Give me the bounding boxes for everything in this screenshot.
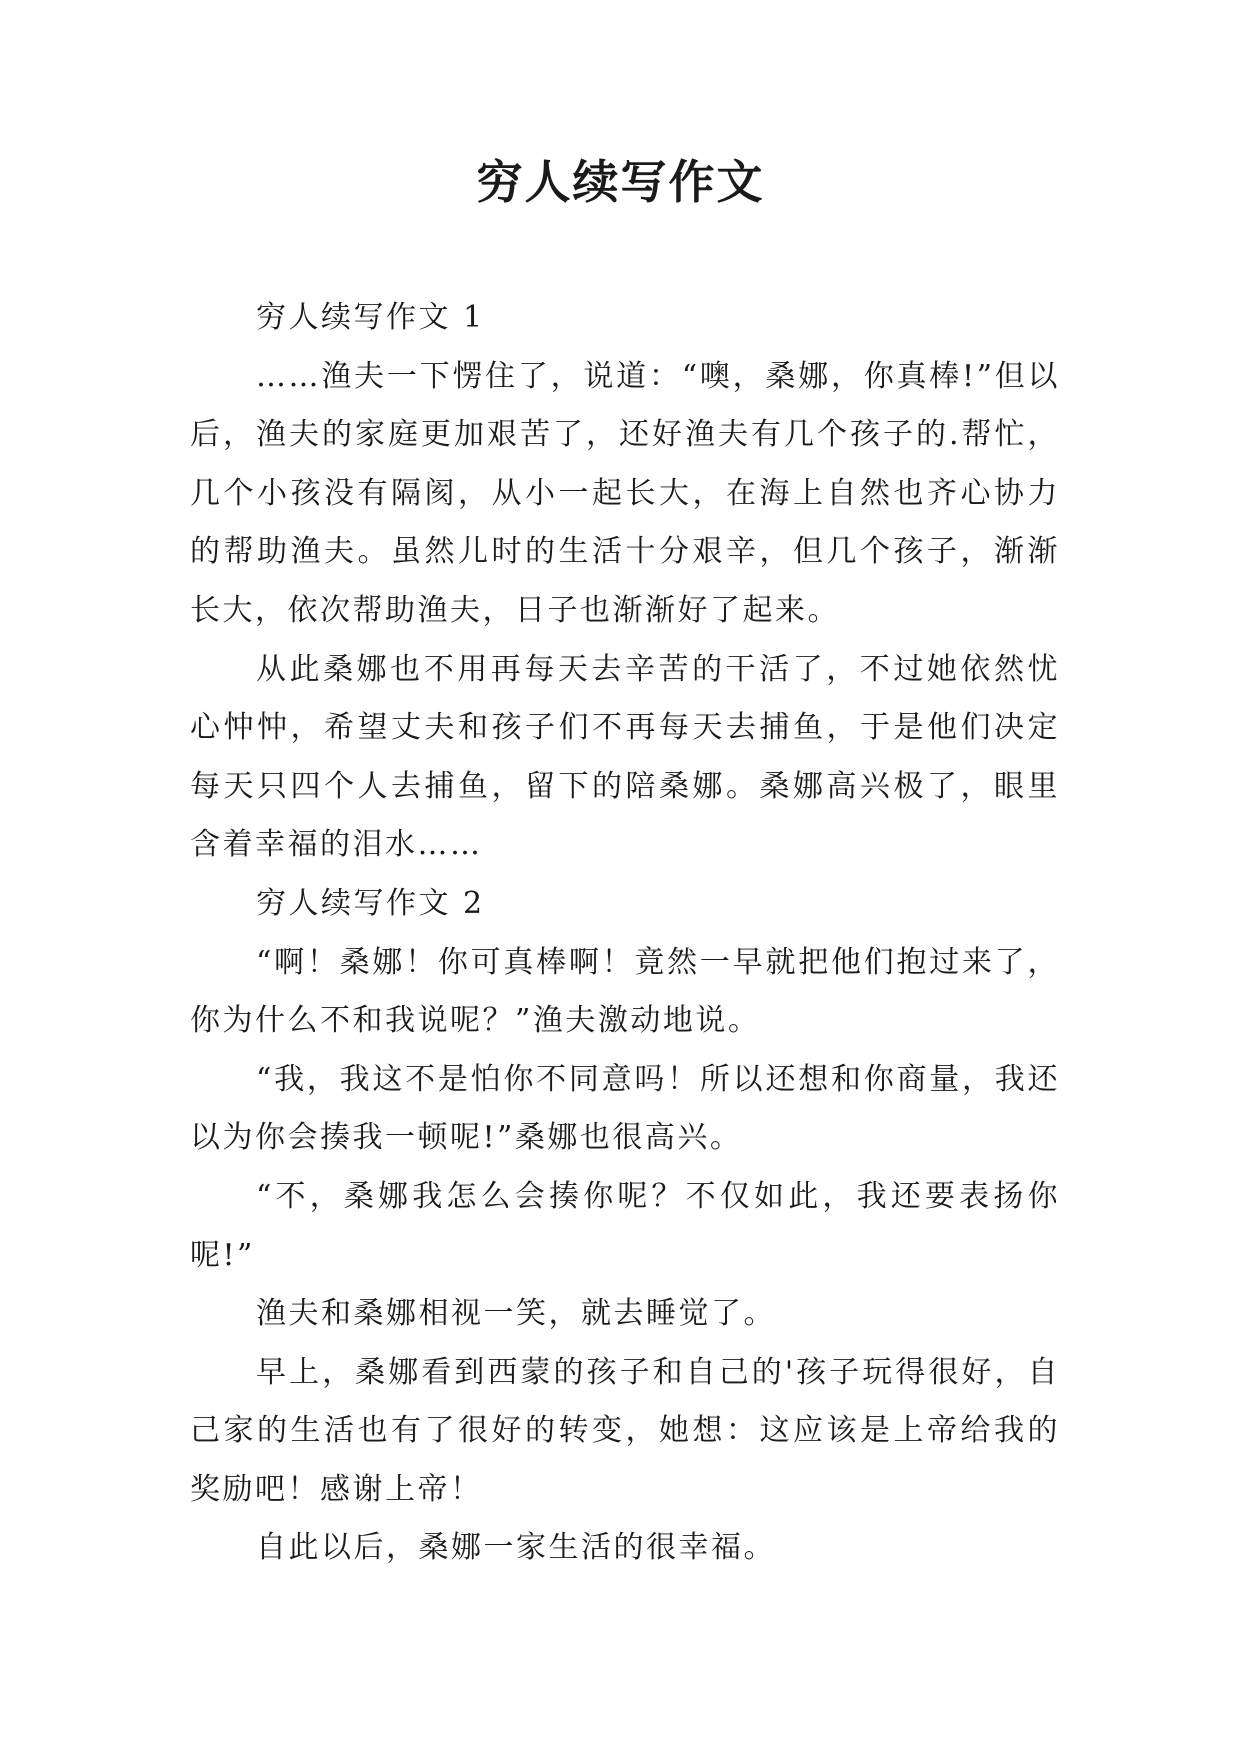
paragraph: 自此以后，桑娜一家生活的很幸福。 <box>256 1530 776 1566</box>
paragraph: “不，桑娜我怎么会揍你呢？不仅如此，我还要表扬你呢!” <box>190 1178 1060 1273</box>
paragraph: 渔夫和桑娜相视一笑，就去睡觉了。 <box>256 1296 776 1332</box>
document-title: 穷人续写作文 <box>476 155 765 209</box>
paragraph: 从此桑娜也不用再每天去辛苦的干活了，不过她依然忧心忡忡，希望丈夫和孩子们不再每天去捕鱼，于是他们决定每天只四个人去捕鱼，留下的陪桑娜。桑娜高兴极了，眼里含着幸福的泪水…… <box>190 651 1060 863</box>
paragraph: “啊！桑娜！你可真棒啊！竟然一早就把他们抱过来了，你为什么不和我说呢？”渔夫激动地说。 <box>190 944 1060 1039</box>
section-heading-2: 穷人续写作文 2 <box>256 885 485 921</box>
section-heading-1: 穷人续写作文 1 <box>256 300 485 335</box>
paragraph: “我，我这不是怕你不同意吗！所以还想和你商量，我还以为你会揍我一顿呢!”桑娜也很高兴。 <box>190 1061 1060 1156</box>
document-body <box>190 289 1060 1578</box>
paragraph: ……渔夫一下愣住了，说道：“噢，桑娜，你真棒!”但以后，渔夫的家庭更加艰苦了，还好渔夫有几个孩子的.帮忙，几个小孩没有隔阂，从小一起长大，在海上自然也齐心协力的帮助渔夫。虽然儿时的生活十分艰辛，但几个孩子，渐渐长大，依次帮助渔夫，日子也渐渐好了起来。 <box>190 358 1060 628</box>
paragraph: 早上，桑娜看到西蒙的孩子和自己的'孩子玩得很好，自己家的生活也有了很好的转变，她想：这应该是上帝给我的奖励吧！感谢上帝！ <box>190 1354 1060 1507</box>
